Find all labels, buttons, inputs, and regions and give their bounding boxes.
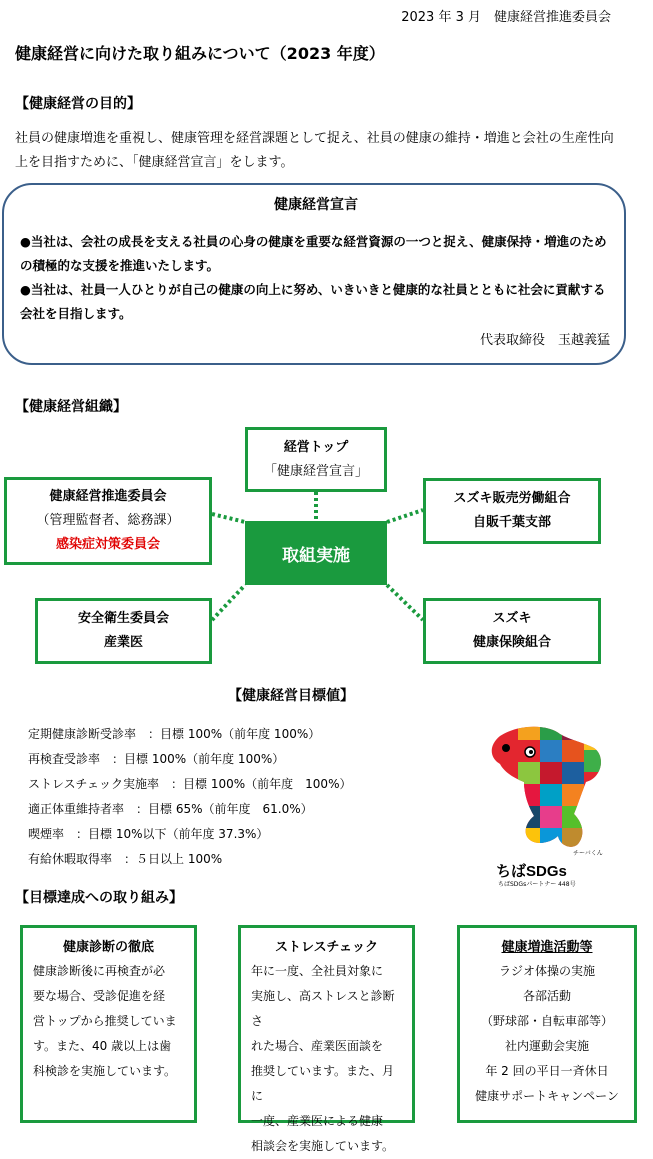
effort-line: ラジオ体操の実施 bbox=[498, 964, 595, 978]
effort-card-title: 健康診断の徹底 bbox=[62, 940, 154, 955]
target-item: 喫煙率 ：目標 10%以下（前年度 37.3%） bbox=[28, 827, 269, 841]
effort-card-health-checkup bbox=[20, 925, 197, 1123]
mascot-name: チーバくん bbox=[573, 850, 603, 857]
effort-card-stress-check bbox=[238, 925, 415, 1153]
effort-line: 各部活動 bbox=[522, 989, 571, 1003]
target-item: 定期健康診断受診率 ：目標 100%（前年度 100%） bbox=[28, 727, 321, 741]
chiba-sdgs-mascot bbox=[478, 718, 618, 893]
mascot-logo-text: ちばSDGs bbox=[496, 863, 567, 880]
effort-line: 科検診を実施しています。 bbox=[33, 1064, 177, 1078]
org-box-union bbox=[423, 478, 601, 544]
declaration-title: 健康経営宣言 bbox=[274, 197, 358, 213]
connector-insurance bbox=[387, 585, 423, 620]
effort-line: 相談会を実施しています。 bbox=[251, 1139, 395, 1153]
mascot-sub-text: ちばSDGsパートナー 448号 bbox=[498, 881, 576, 888]
org-center-implementation: 取組実施 bbox=[245, 521, 387, 585]
header-date-committee: 2023 年 3 月 健康経営推進委員会 bbox=[401, 10, 611, 25]
purpose-text: 社員の健康増進を重視し、健康管理を経営課題として捉え、社員の健康の維持・増進と会社の生産性向上を目指すために、「健康経営宣言」をします。 bbox=[15, 131, 614, 170]
org-safety-title: 安全衛生委員会 bbox=[77, 611, 169, 626]
org-committee-infection: 感染症対策委員会 bbox=[55, 537, 160, 552]
connector-safety bbox=[212, 585, 245, 620]
effort-line: 健康サポートキャンペーン bbox=[475, 1089, 619, 1103]
target-item: 有給休暇取得率 ：５日以上 100% bbox=[28, 852, 223, 866]
org-box-safety bbox=[35, 598, 212, 664]
org-top-title: 経営トップ bbox=[283, 439, 349, 455]
org-committee-members: （管理監督者、総務課） bbox=[36, 513, 180, 528]
declaration-item-1: ●当社は、会社の成長を支える社員の心身の健康を重要な経営資源の一つと捉え、健康保持・増進のための積極的な支援を推進いたします。 bbox=[20, 234, 607, 273]
effort-card-text bbox=[33, 959, 184, 1084]
effort-card-text bbox=[251, 959, 402, 1159]
targets-list bbox=[28, 722, 351, 872]
organization-heading: 【健康経営組織】 bbox=[15, 399, 127, 415]
effort-line: 実施し、高ストレスと診断さ bbox=[251, 989, 395, 1028]
effort-card-title: ストレスチェック bbox=[275, 940, 378, 955]
org-box-committee bbox=[4, 477, 212, 565]
effort-line: 健康診断後に再検査が必 bbox=[33, 964, 166, 978]
declaration-signature: 代表取締役 玉越義猛 bbox=[479, 333, 610, 348]
target-item: 適正体重維持者率 ：目標 65%（前年度 61.0%） bbox=[28, 802, 313, 816]
target-item: 再検査受診率 ：目標 100%（前年度 100%） bbox=[28, 752, 285, 766]
target-item: ストレスチェック実施率 ：目標 100%（前年度 100%） bbox=[28, 777, 352, 791]
effort-line: 一度、産業医による健康 bbox=[251, 1114, 384, 1128]
effort-card-text bbox=[470, 959, 624, 1109]
effort-line: 営トップから推奨していま bbox=[33, 1014, 177, 1028]
org-insurance-name: 健康保険組合 bbox=[472, 635, 551, 650]
declaration-item-2: ●当社は、社員一人ひとりが自己の健康の向上に努め、いきいきと健康的な社員とともに社会に貢献する会社を目指します。 bbox=[20, 282, 606, 321]
page-title: 健康経営に向けた取り組みについて（2023 年度） bbox=[15, 44, 385, 63]
org-union-branch: 自販千葉支部 bbox=[472, 515, 551, 530]
effort-card-title: 健康増進活動等 bbox=[501, 940, 593, 955]
org-committee-title: 健康経営推進委員会 bbox=[49, 489, 167, 504]
org-box-insurance bbox=[423, 598, 601, 664]
effort-line: す。また、40 歳以上は歯 bbox=[33, 1039, 172, 1053]
org-box-management-top bbox=[245, 427, 387, 492]
effort-line: れた場合、産業医面談を bbox=[251, 1039, 384, 1053]
effort-line: 社内運動会実施 bbox=[504, 1039, 589, 1053]
effort-line: 要な場合、受診促進を経 bbox=[33, 989, 166, 1003]
efforts-heading: 【目標達成への取り組み】 bbox=[15, 890, 183, 906]
org-union-title: スズキ販売労働組合 bbox=[453, 491, 571, 506]
effort-line: 推奨しています。また、月に bbox=[251, 1064, 395, 1103]
org-insurance-title: スズキ bbox=[492, 611, 532, 626]
effort-line: （野球部・自転車部等） bbox=[480, 1014, 613, 1028]
effort-line: 年に一度、全社員対象に bbox=[251, 964, 384, 978]
effort-card-health-promotion bbox=[457, 925, 637, 1123]
connector-union bbox=[387, 510, 423, 522]
mascot-icon bbox=[478, 718, 618, 858]
effort-line: 年 2 回の平日一斉休日 bbox=[485, 1064, 609, 1078]
org-top-subtitle: 「健康経営宣言」 bbox=[263, 463, 368, 479]
connector-committee bbox=[212, 514, 245, 522]
purpose-heading: 【健康経営の目的】 bbox=[15, 96, 141, 112]
org-safety-doctor: 産業医 bbox=[103, 635, 143, 650]
targets-heading: 【健康経営目標値】 bbox=[228, 688, 354, 704]
